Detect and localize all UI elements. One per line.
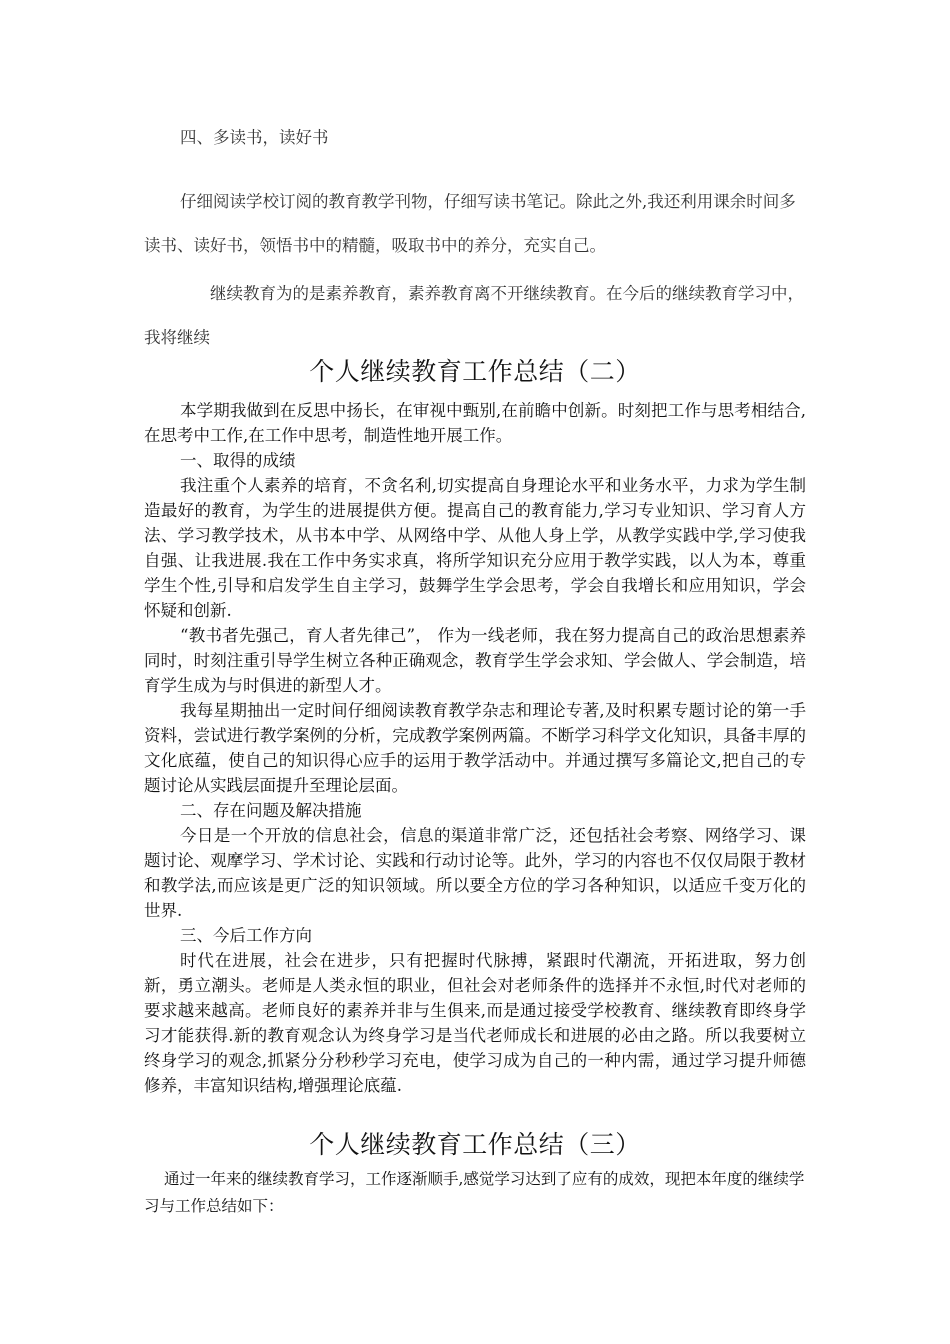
section2-heading-achievements: 一、取得的成绩	[180, 451, 296, 470]
paragraph-continuing-education: 继续教育为的是素养教育，素养教育离不开继续教育。在今后的继续教育学习中，我将继续	[144, 284, 804, 347]
section2-paragraph-4: 今日是一个开放的信息社会，信息的渠道非常广泛，还包括社会考察、网络学习、课题讨论、观摩学习、学术讨论、实践和行动讨论等。此外，学习的内容也不仅仅局限于教材和教学法,而应该是更广泛的知识领域。所以要全方位的学习各种知识，以适应千变万化的世界.	[144, 826, 806, 920]
section2-intro: 本学期我做到在反思中扬长，在审视中甄别,在前瞻中创新。时刻把工作与思考相结合,在思考中工作,在工作中思考，制造性地开展工作。	[144, 401, 806, 445]
section3-intro: 通过一年来的继续教育学习，工作逐渐顺手,感觉学习达到了应有的成效，现把本年度的继续学习与工作总结如下：	[144, 1170, 805, 1215]
section-heading-read-books: 四、多读书，读好书	[180, 128, 329, 147]
section2-body	[144, 398, 806, 1098]
section2-heading-problems: 二、存在问题及解决措施	[180, 801, 362, 820]
section2-title: 个人继续教育工作总结（二）	[309, 357, 641, 386]
section2-heading-future: 三、今后工作方向	[180, 926, 312, 945]
section2-paragraph-3: 我每星期抽出一定时间仔细阅读教育教学杂志和理论专著,及时积累专题讨论的第一手资料，尝试进行教学案例的分析，完成教学案例两篇。不断学习科学文化知识，具备丰厚的文化底蕴，使自己的知识得心应手的运用于教学活动中。并通过撰写多篇论文,把自己的专题讨论从实践层面提升至理论层面。	[144, 701, 806, 795]
section2-paragraph-5: 时代在进展，社会在进步，只有把握时代脉搏，紧跟时代潮流，开拓进取，努力创新，勇立潮头。老师是人类永恒的职业，但社会对老师条件的选择并不永恒,时代对老师的要求越来越高。老师良好的素养并非与生俱来,而是通过接受学校教育、继续教育即终身学习才能获得.新的教育观念认为终身学习是当代老师成长和进展的必由之路。所以我要树立终身学习的观念,抓紧分分秒秒学习充电，使学习成为自己的一种内需，通过学习提升师德修养，丰富知识结构,增强理论底蕴.	[144, 951, 806, 1095]
section2-paragraph-2: “教书者先强己，育人者先律己”， 作为一线老师，我在努力提高自己的政治思想素养同时，时刻注重引导学生树立各种正确观念，教育学生学会求知、学会做人、学会制造，培育学生成为与时俱进的新型人才。	[144, 626, 806, 695]
section3-title: 个人继续教育工作总结（三）	[309, 1130, 641, 1159]
section3-body	[144, 1166, 806, 1220]
paragraph-reading: 仔细阅读学校订阅的教育教学刊物，仔细写读书笔记。除此之外,我还利用课余时间多读书、读好书，领悟书中的精髓，吸取书中的养分，充实自己。	[144, 192, 796, 255]
section2-paragraph-1: 我注重个人素养的培育，不贪名利,切实提高自身理论水平和业务水平，力求为学生制造最好的教育，为学生的进展提供方便。提高自己的教育能力,学习专业知识、学习育人方法、学习教学技术，从书本中学、从网络中学、从他人身上学，从教学实践中学,学习使我自强、让我进展.我在工作中务实求真，将所学知识充分应用于教学实践，以人为本，尊重学生个性,引导和启发学生自主学习，鼓舞学生学会思考，学会自我增长和应用知识，学会怀疑和创新.	[144, 476, 806, 620]
